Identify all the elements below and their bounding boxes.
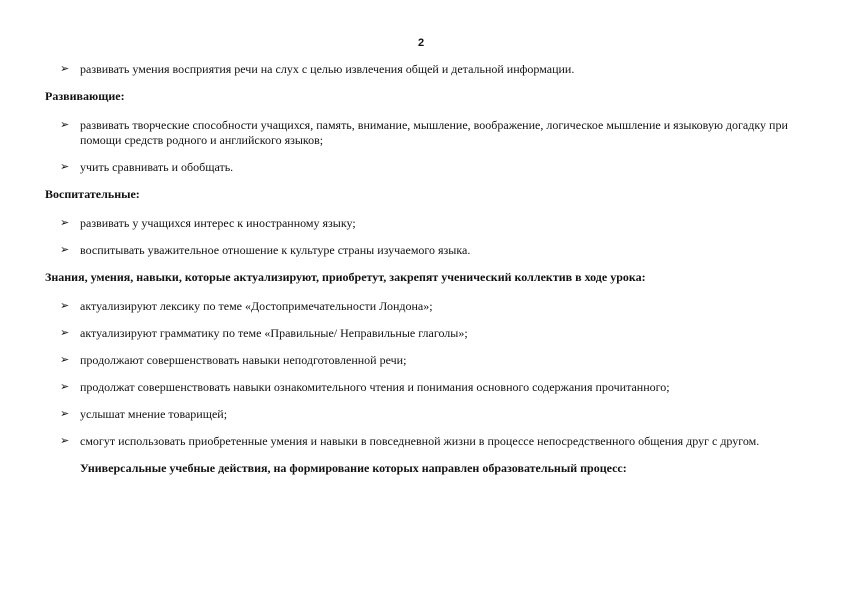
arrow-bullet-icon: ➢	[60, 354, 70, 366]
list-item-text: воспитывать уважительное отношение к культуре страны изучаемого языка.	[80, 243, 471, 257]
list-item	[45, 299, 815, 314]
list-item-text: продолжают совершенствовать навыки неподготовленной речи;	[80, 353, 407, 367]
final-heading: Универсальные учебные действия, на формирование которых направлен образовательный процесс:	[80, 461, 627, 475]
list-item	[45, 243, 815, 258]
arrow-bullet-icon: ➢	[60, 244, 70, 256]
list-item	[45, 62, 815, 77]
list-item	[45, 160, 815, 175]
list-item	[45, 353, 815, 368]
list-item	[45, 407, 815, 422]
section-heading-skills: Знания, умения, навыки, которые актуализируют, приобретут, закрепят ученический коллектив в ходе урока:	[45, 270, 646, 284]
arrow-bullet-icon: ➢	[60, 63, 70, 75]
document-body	[45, 62, 815, 476]
arrow-bullet-icon: ➢	[60, 217, 70, 229]
list-item-text: актуализируют лексику по теме «Достопримечательности Лондона»;	[80, 299, 433, 313]
list-item-text: услышат мнение товарищей;	[80, 407, 228, 421]
list-item	[45, 216, 815, 231]
arrow-bullet-icon: ➢	[60, 327, 70, 339]
arrow-bullet-icon: ➢	[60, 435, 70, 447]
list-item-text: смогут использовать приобретенные умения и навыки в повседневной жизни в процессе непосредственного общения друг с другом.	[80, 434, 760, 448]
section-heading-developing: Развивающие:	[45, 89, 125, 103]
list-item	[45, 118, 815, 148]
list-item-text: развивать у учащихся интерес к иностранному языку;	[80, 216, 356, 230]
arrow-bullet-icon: ➢	[60, 408, 70, 420]
list-item-text: учить сравнивать и обобщать.	[80, 160, 234, 174]
list-item-text: развивать умения восприятия речи на слух с целью извлечения общей и детальной информации.	[80, 62, 575, 76]
list-item	[45, 380, 815, 395]
list-item-text: продолжат совершенствовать навыки ознакомительного чтения и понимания основного содержания прочитанного;	[80, 380, 670, 394]
arrow-bullet-icon: ➢	[60, 381, 70, 393]
list-item-text: развивать творческие способности учащихся, память, внимание, мышление, воображение, логическое мышление и языковую догадку при помощи средств родного и английского языков;	[80, 118, 788, 147]
list-item	[45, 434, 815, 449]
page-number: 2	[417, 37, 425, 49]
arrow-bullet-icon: ➢	[60, 119, 70, 131]
list-item-text: актуализируют грамматику по теме «Правильные/ Неправильные глаголы»;	[80, 326, 468, 340]
section-heading-educational: Воспитательные:	[45, 187, 140, 201]
arrow-bullet-icon: ➢	[60, 161, 70, 173]
list-item	[45, 326, 815, 341]
arrow-bullet-icon: ➢	[60, 300, 70, 312]
